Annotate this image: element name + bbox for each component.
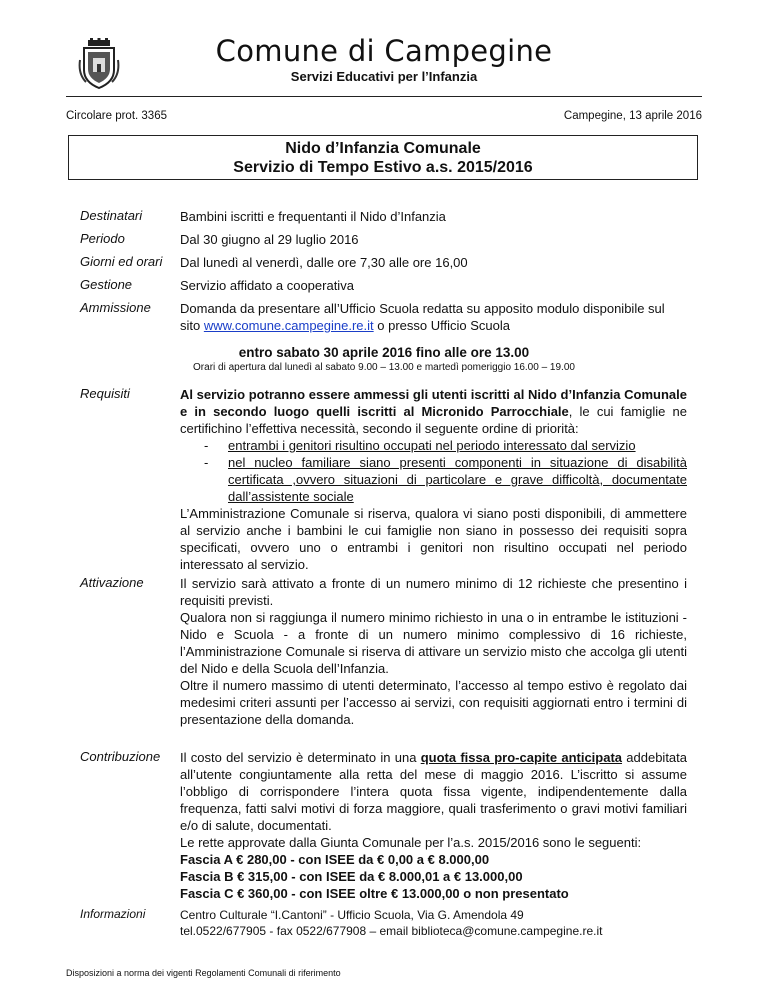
- contribuzione-p1: [180, 749, 687, 834]
- website-link[interactable]: www.comune.campegine.re.it: [203, 318, 374, 333]
- ammissione-text: Domanda da presentare all’Ufficio Scuola redatta su apposito modulo disponibile sul sito: [180, 301, 665, 333]
- title-line-2: Servizio di Tempo Estivo a.s. 2015/2016: [233, 159, 533, 176]
- title-line-1: Nido d’Infanzia Comunale: [285, 140, 481, 157]
- destinatari-value: Bambini iscritti e frequentanti il Nido d’Infanzia: [180, 209, 446, 224]
- attivazione-p2: Qualora non si raggiunga il numero minimo richiesto in una o in entrambe le istituzioni - Nido e Scuola - a fronte di un numero minimo complessivo di 16 richieste, l’Amministrazione Comunale si riserva di attivare un servizio misto che accolga gli utenti del Nido e della Scuola dell’Infanzia.: [180, 610, 687, 676]
- informazioni-body: [180, 907, 687, 939]
- list-item: [180, 437, 687, 454]
- attivazione-body: [180, 575, 687, 728]
- header-divider: [66, 96, 702, 97]
- gestione-label: Gestione: [80, 277, 133, 292]
- requisiti-intro: [180, 386, 687, 437]
- contact-address: Centro Culturale “I.Cantoni” - Ufficio Scuola, Via G. Amendola 49: [180, 908, 524, 922]
- attivazione-p1: Il servizio sarà attivato a fronte di un numero minimo di 12 richieste che presentino i requisiti previsti.: [180, 576, 687, 608]
- ammissione-label: Ammissione: [80, 300, 151, 315]
- list-item: [180, 454, 687, 505]
- quota-fissa-text: quota fissa pro-capite anticipata: [420, 750, 623, 765]
- requisiti-body: [180, 386, 687, 573]
- fascia-c: Fascia C € 360,00 - con ISEE oltre € 13.000,00 o non presentato: [180, 886, 569, 901]
- giorni-label: Giorni ed orari: [80, 254, 163, 269]
- attivazione-label: Attivazione: [80, 575, 144, 590]
- priority-item-2: nel nucleo familiare siano presenti componenti in situazione di disabilità certificata ,ovvero situazioni di particolare e grave difficoltà, documentate dall’assistente sociale: [228, 455, 687, 504]
- document-title-box: [68, 135, 698, 180]
- priority-list: [180, 437, 687, 505]
- contact-phone-email: tel.0522/677905 - fax 0522/677908 – email biblioteca@comune.campegine.re.it: [180, 924, 603, 938]
- ammissione-text-end: o presso Ufficio Scuola: [373, 318, 510, 333]
- circolare-number: Circolare prot. 3365: [66, 110, 167, 122]
- deadline-text: entro sabato 30 aprile 2016 fino alle ore 13.00: [238, 345, 530, 360]
- priority-item-1: entrambi i genitori risultino occupati nel periodo interessato dal servizio: [228, 438, 636, 453]
- periodo-value: Dal 30 giugno al 29 luglio 2016: [180, 232, 359, 247]
- destinatari-label: Destinatari: [80, 208, 143, 223]
- requisiti-outro: L’Amministrazione Comunale si riserva, qualora vi siano posti disponibili, di ammettere al servizio anche i bambini le cui famiglie non siano in possesso dei requisiti sopra specificati, ovvero uno o entrambi i genitori non risultino occupati nel periodo interessato al servizio.: [180, 506, 687, 572]
- requisiti-label: Requisiti: [80, 386, 130, 401]
- fascia-b: Fascia B € 315,00 - con ISEE da € 8.000,01 a € 13.000,00: [180, 869, 523, 884]
- contribuzione-body: [180, 749, 687, 902]
- footer-note: Disposizioni a norma dei vigenti Regolamenti Comunali di riferimento: [66, 968, 341, 978]
- contribuzione-label: Contribuzione: [80, 749, 161, 764]
- gestione-value: Servizio affidato a cooperativa: [180, 278, 354, 293]
- giorni-value: Dal lunedì al venerdì, dalle ore 7,30 alle ore 16,00: [180, 255, 468, 270]
- ammissione-value: [180, 300, 687, 334]
- contribuzione-p1-end: addebitata all’utente congiuntamente alla retta del mese di maggio 2016. L’iscritto si assume l’obbligo di corrispondere l’intera quota fissa vigente, indipendentemente dalla frequenza, fatti salvi motivi di forza maggiore, quali trasferimento o gravi motivi familiari e/o di salute, documentati.: [180, 750, 688, 833]
- informazioni-label: Informazioni: [80, 907, 146, 921]
- fascia-a: Fascia A € 280,00 - con ISEE da € 0,00 a € 8.000,00: [180, 852, 490, 867]
- contribuzione-p2: Le rette approvate dalla Giunta Comunale per l’a.s. 2015/2016 sono le seguenti:: [180, 835, 642, 850]
- requisiti-intro-bold: Al servizio potranno essere ammessi gli utenti iscritti al Nido d’Infanzia Comunale e in secondo luogo quelli iscritti al Micronido Parrocchiale: [180, 387, 687, 419]
- contribuzione-p1-start: Il costo del servizio è determinato in una: [180, 750, 421, 765]
- page-subtitle: Servizi Educativi per l’Infanzia: [290, 69, 478, 84]
- office-hours: Orari di apertura dal lunedì al sabato 9.00 – 13.00 e martedì pomeriggio 16.00 – 19.00: [193, 362, 575, 373]
- periodo-label: Periodo: [80, 231, 125, 246]
- page-title: Comune di Campegine: [215, 34, 553, 68]
- attivazione-p3: Oltre il numero massimo di utenti determinato, l’accesso al tempo estivo è regolato dai medesimi criteri assunti per l’accesso ai servizi, con requisiti aggiornati entro i termini di presentazione della domanda.: [180, 678, 687, 727]
- document-date: Campegine, 13 aprile 2016: [563, 110, 702, 122]
- requisiti-intro-rest: , le cui famiglie ne certifichino l’effettiva necessità, secondo il seguente ordine di priorità:: [180, 404, 687, 436]
